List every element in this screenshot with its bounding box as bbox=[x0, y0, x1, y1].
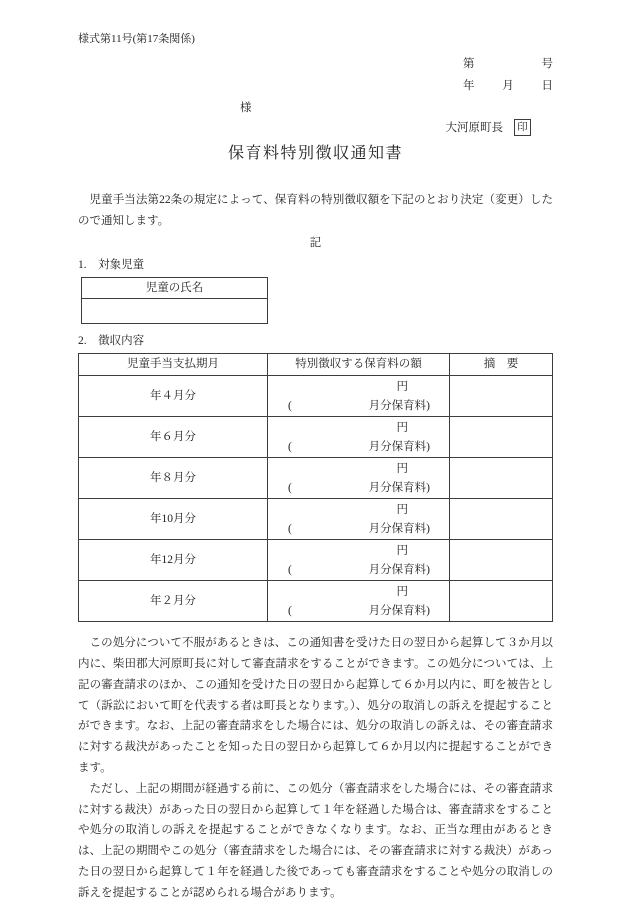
appeal-paragraph-1: この処分について不服があるときは、この通知書を受けた日の翌日から起算して３か月以内に、柴田郡大河原町長に対して審査請求をすることができます。この処分については、上記の審査請求のほか、この通知を受けた日の翌日から起算して６か月以内に、町を被告として（訴訟において町を代表する者は町長となります。）、処分の取消しの訴えを提起することができます。なお、上記の審査請求をした場合には、処分の取消しの訴えは、その審査請求に対する裁決があったことを知った日の翌日から起算して６か月以内に提起することができます。 bbox=[78, 637, 553, 774]
amount-unit: 円 bbox=[396, 380, 408, 393]
appeal-paragraph-2: ただし、上記の期間が経過する前に、この処分（審査請求をした場合には、その審査請求に対する裁決）があった日の翌日から起算して１年を経過した場合は、審査請求をすることや処分の取消しの訴えを提起することができなくなります。なお、正当な理由があるときは、上記の期間やこの処分（審査請求をした場合には、その審査請求に対する裁決）があった日の翌日から起算して１年を経過した後であっても審査請求をすることや処分の取消しの訴えを提起することが認められる場合があります。 bbox=[78, 782, 553, 899]
collection-details-table bbox=[78, 353, 553, 622]
issuer-line bbox=[78, 119, 531, 136]
table-row bbox=[79, 417, 553, 458]
section2-heading: 2. 徴収内容 bbox=[78, 335, 145, 348]
note-cell bbox=[450, 499, 553, 540]
table-row bbox=[79, 376, 553, 417]
note-cell bbox=[450, 540, 553, 581]
amount-unit: 円 bbox=[396, 585, 408, 598]
issuer-name: 大河原町長 bbox=[445, 121, 503, 134]
paren-open: ( bbox=[288, 440, 292, 453]
amount-cell bbox=[268, 417, 450, 458]
table-row bbox=[79, 499, 553, 540]
ki-separator: 記 bbox=[309, 236, 322, 249]
amount-unit: 円 bbox=[396, 544, 408, 557]
document-number-line bbox=[463, 56, 553, 72]
col-header-period: 児童手当支払期月 bbox=[79, 354, 268, 376]
period-cell: 年８月分 bbox=[79, 458, 268, 499]
form-number: 様式第11号(第17条関係) bbox=[78, 33, 195, 45]
paren-label: 月分保育料) bbox=[368, 399, 430, 412]
amount-cell bbox=[268, 376, 450, 417]
amount-unit: 円 bbox=[396, 503, 408, 516]
addressee-honorific: 様 bbox=[240, 102, 252, 114]
page-title: 保育料特別徴収通知書 bbox=[227, 145, 403, 162]
amount-cell bbox=[268, 499, 450, 540]
table-row bbox=[79, 458, 553, 499]
table-header-row bbox=[82, 277, 268, 299]
amount-paren-line bbox=[268, 520, 449, 539]
note-cell bbox=[450, 581, 553, 622]
target-children-table bbox=[81, 277, 268, 325]
section1-heading: 1. 対象児童 bbox=[78, 258, 145, 271]
amount-paren-line bbox=[268, 602, 449, 621]
amount-paren-line bbox=[268, 479, 449, 498]
paren-label: 月分保育料) bbox=[368, 440, 430, 453]
note-cell bbox=[450, 376, 553, 417]
paren-label: 月分保育料) bbox=[368, 563, 430, 576]
paren-label: 月分保育料) bbox=[368, 522, 430, 535]
paren-open: ( bbox=[288, 481, 292, 494]
period-cell: 年６月分 bbox=[79, 417, 268, 458]
table-row bbox=[79, 581, 553, 622]
period-cell: 年２月分 bbox=[79, 581, 268, 622]
table-header-row bbox=[79, 354, 553, 376]
doc-number-suffix: 号 bbox=[541, 58, 553, 70]
doc-meta-block bbox=[78, 56, 553, 94]
amount-unit: 円 bbox=[396, 421, 408, 434]
child-name-cell bbox=[82, 299, 268, 324]
table-row bbox=[79, 540, 553, 581]
paren-open: ( bbox=[288, 604, 292, 617]
amount-paren-line bbox=[268, 397, 449, 416]
paren-label: 月分保育料) bbox=[368, 481, 430, 494]
paren-open: ( bbox=[288, 563, 292, 576]
date-year-label: 年 bbox=[463, 80, 475, 92]
note-cell bbox=[450, 458, 553, 499]
child-name-header: 児童の氏名 bbox=[82, 277, 268, 299]
amount-cell bbox=[268, 458, 450, 499]
note-cell bbox=[450, 417, 553, 458]
paren-label: 月分保育料) bbox=[368, 604, 430, 617]
table-row bbox=[82, 299, 268, 324]
date-month-label: 月 bbox=[502, 80, 514, 92]
amount-paren-line bbox=[268, 438, 449, 457]
paren-open: ( bbox=[288, 399, 292, 412]
col-header-amount: 特別徴収する保育料の額 bbox=[268, 354, 450, 376]
period-cell: 年10月分 bbox=[79, 499, 268, 540]
amount-cell bbox=[268, 540, 450, 581]
intro-paragraph: 児童手当法第22条の規定によって、保育料の特別徴収額を下記のとおり決定（変更）したので通知します。 bbox=[78, 194, 553, 227]
date-day-label: 日 bbox=[541, 80, 553, 92]
amount-paren-line bbox=[268, 561, 449, 580]
doc-number-prefix: 第 bbox=[463, 58, 475, 70]
seal-placeholder: 印 bbox=[514, 119, 531, 136]
amount-cell bbox=[268, 581, 450, 622]
period-cell: 年12月分 bbox=[79, 540, 268, 581]
period-cell: 年４月分 bbox=[79, 376, 268, 417]
amount-unit: 円 bbox=[396, 462, 408, 475]
addressee-line bbox=[240, 100, 553, 116]
date-line bbox=[463, 78, 553, 94]
paren-open: ( bbox=[288, 522, 292, 535]
col-header-note: 摘 要 bbox=[450, 354, 553, 376]
